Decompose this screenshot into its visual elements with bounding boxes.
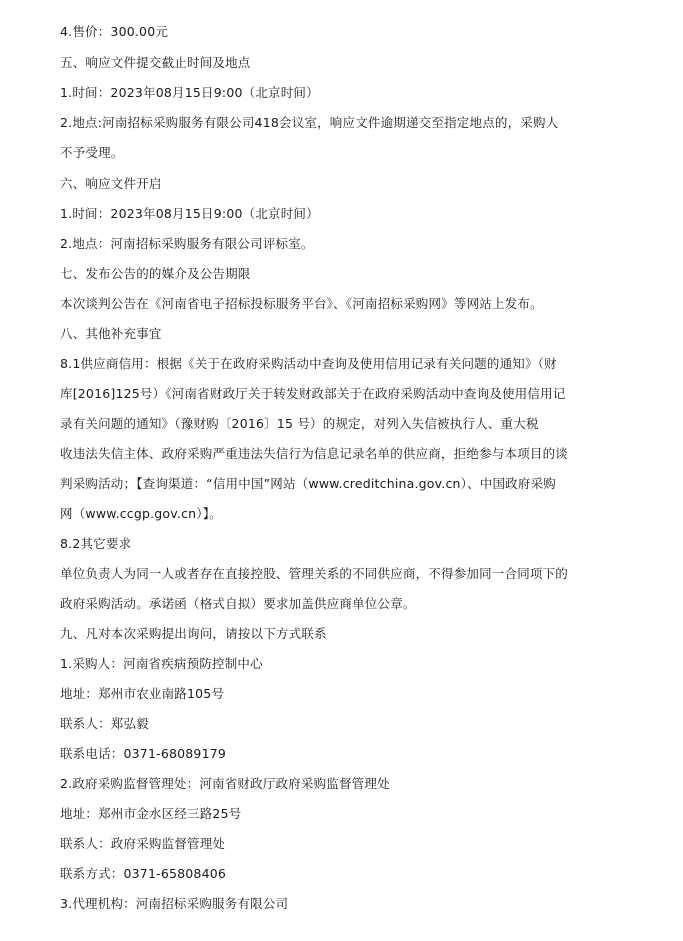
requirements-line-1: 单位负责人为同一人或者存在直接控股、管理关系的不同供应商，不得参加同一合同项下的 (60, 566, 569, 581)
credit-paragraph-line-3: 录有关问题的通知》（豫财购〔2016〕15 号）的规定，对列入失信被执行人、重大税 (60, 416, 539, 431)
supervision-address: 地址：郑州市金水区经三路25号 (60, 806, 242, 821)
deadline-location-line: 2.地点:河南招标采购服务有限公司418会议室，响应文件逾期递交至指定地点的，采购人 (60, 115, 559, 130)
requirements-line-2: 政府采购活动。承诺函（格式自拟）要求加盖供应商单位公章。 (60, 596, 416, 611)
section-6-heading: 六、响应文件开启 (60, 176, 162, 191)
purchaser-contact: 联系人：郑弘毅 (60, 716, 149, 731)
credit-paragraph-line-6: 网（www.ccgp.gov.cn）】。 (60, 506, 222, 521)
deadline-time-line: 1.时间：2023年08月15日9:00（北京时间） (60, 85, 319, 100)
credit-paragraph-line-4: 收违法失信主体、政府采购严重违法失信行为信息记录名单的供应商，拒绝参与本项目的谈 (60, 446, 569, 461)
agency-line: 3.代理机构：河南招标采购服务有限公司 (60, 896, 289, 911)
credit-paragraph-line-1: 8.1供应商信用：根据《关于在政府采购活动中查询及使用信用记录有关问题的通知》（财 (60, 356, 557, 371)
other-requirements-heading: 8.2其它要求 (60, 536, 132, 551)
section-9-heading: 九、凡对本次采购提出询问，请按以下方式联系 (60, 626, 327, 641)
purchaser-phone: 联系电话：0371-68089179 (60, 746, 227, 761)
deadline-location-line-cont: 不予受理。 (60, 145, 124, 160)
section-7-heading: 七、发布公告的的媒介及公告期限 (60, 266, 251, 281)
opening-time-line: 1.时间：2023年08月15日9:00（北京时间） (60, 206, 319, 221)
sale-price-line: 4.售价：300.00元 (60, 24, 169, 39)
credit-paragraph-line-5: 判采购活动；【查询渠道：“信用中国”网站（www.creditchina.gov.cn）、中国政府采购 (60, 476, 556, 491)
credit-paragraph-line-2: 库[2016]125号）《河南省财政厅关于转发财政部关于在政府采购活动中查询及使用信用记 (60, 386, 566, 401)
supervision-phone: 联系方式：0371-65808406 (60, 866, 227, 881)
purchaser-address: 地址：郑州市农业南路105号 (60, 686, 225, 701)
purchaser-line: 1.采购人：河南省疾病预防控制中心 (60, 656, 263, 671)
opening-location-line: 2.地点：河南招标采购服务有限公司评标室。 (60, 236, 314, 251)
section-8-heading: 八、其他补充事宜 (60, 326, 162, 341)
publication-line: 本次谈判公告在《河南省电子招标投标服务平台》、《河南招标采购网》等网站上发布。 (60, 296, 543, 311)
section-5-heading: 五、响应文件提交截止时间及地点 (60, 55, 251, 70)
supervision-line: 2.政府采购监督管理处：河南省财政厅政府采购监督管理处 (60, 776, 390, 791)
supervision-contact: 联系人：政府采购监督管理处 (60, 836, 226, 851)
